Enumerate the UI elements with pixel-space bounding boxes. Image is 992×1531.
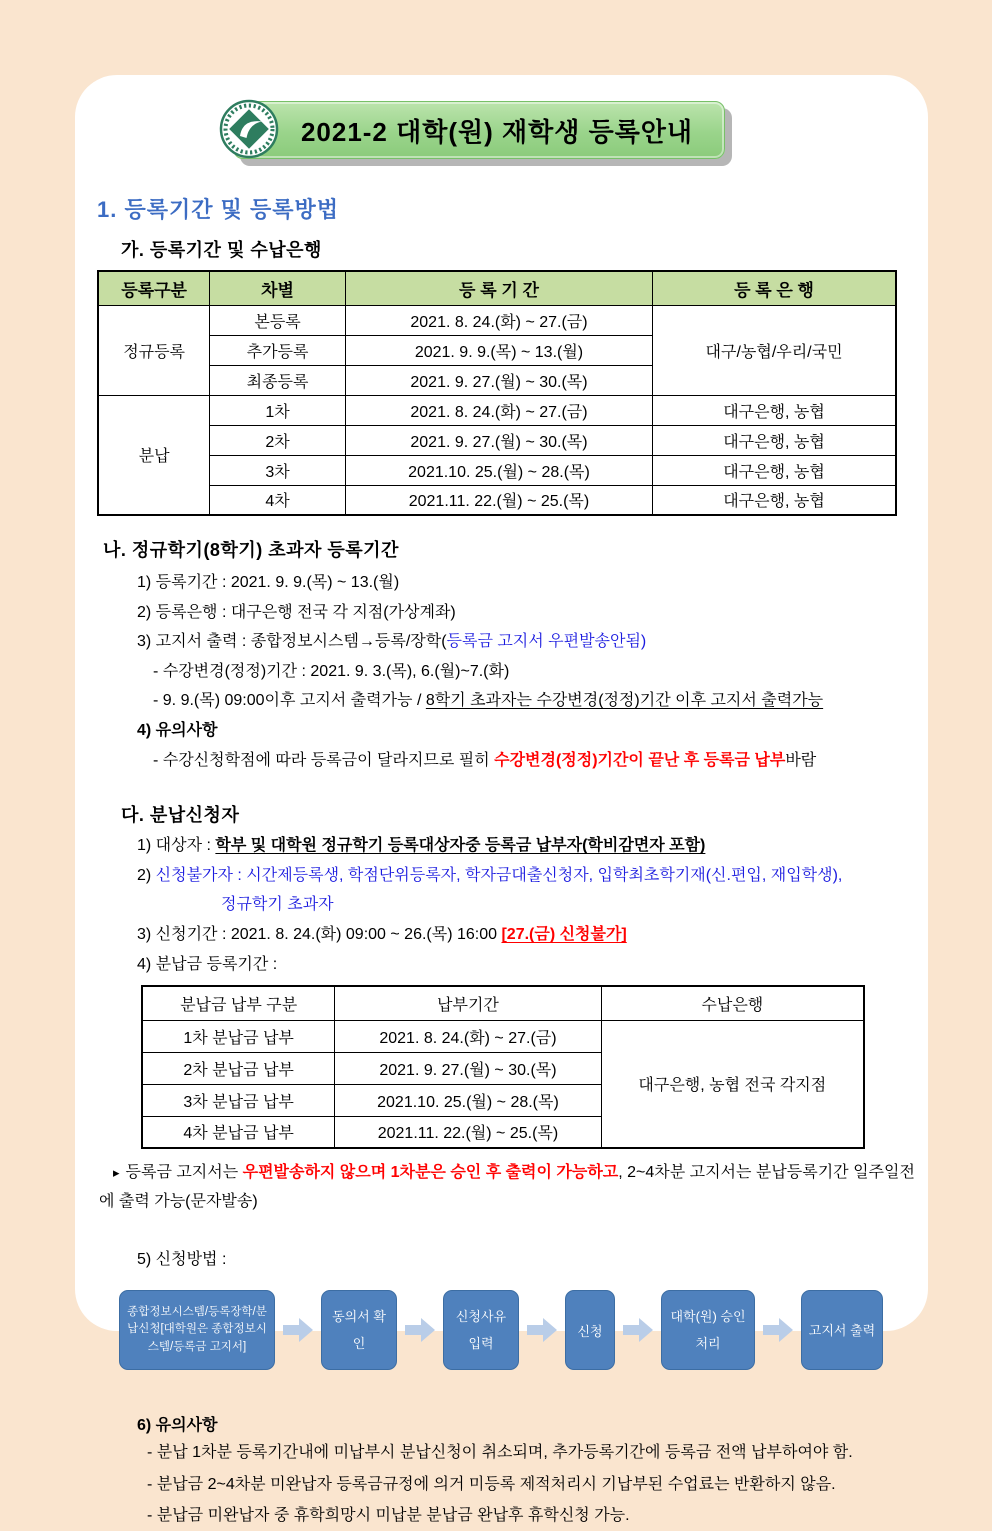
col-header: 납부기간 [335, 986, 601, 1020]
installment-payment-table [141, 985, 865, 1149]
title-banner-box [233, 101, 725, 159]
period-cell: 2021. 9. 27.(월) ~ 30.(목) [345, 425, 652, 455]
text-segment: 바람 [785, 751, 817, 769]
col-header: 수납은행 [601, 986, 864, 1020]
flow-step-approval: 대학(원) 승인처리 [661, 1290, 755, 1370]
flow-arrow-icon [405, 1318, 435, 1342]
list-item [137, 861, 906, 891]
invoice-note [99, 1159, 917, 1217]
round-cell: 2차 [210, 425, 346, 455]
label-cell: 1차 분납금 납부 [142, 1020, 335, 1052]
text-segment-red: 수강변경(정정)기간이 끝난 후 등록금 납부 [494, 751, 786, 769]
flow-arrow-icon [763, 1318, 793, 1342]
col-header: 등록구분 [98, 271, 210, 305]
text-segment-red: [27.(금) 신청불가] [501, 925, 627, 943]
registration-period-table [97, 270, 897, 516]
period-cell: 2021. 9. 9.(목) ~ 13.(월) [345, 335, 652, 365]
sub-c-items [137, 831, 906, 979]
list-item: 1) 등록기간 : 2021. 9. 9.(목) ~ 13.(월) [137, 574, 400, 591]
round-cell: 3차 [210, 455, 346, 485]
text-segment: 3) 신청기간 : 2021. 8. 24.(화) 09:00 ~ 26.(목) 16:00 [137, 925, 502, 943]
list-subitem: - 수강변경(정정)기간 : 2021. 9. 3.(목), 6.(월)~7.(화) [153, 662, 510, 680]
title-banner [233, 101, 725, 159]
bank-cell: 대구은행, 농협 [653, 455, 896, 485]
label-cell: 3차 분납금 납부 [142, 1084, 335, 1116]
flow-step-system: 종합정보시스템/등록장학/분납신청[대학원은 종합정보시스템/등록금 고지서] [119, 1290, 275, 1370]
document-panel [75, 75, 928, 1524]
period-cell: 2021.11. 22.(월) ~ 25.(목) [345, 485, 652, 515]
bank-cell: 대구은행, 농협 [653, 395, 896, 425]
list-subitem: - 분납금 미완납자 중 휴학희망시 미납분 분납금 완납후 휴학신청 가능. [147, 1506, 630, 1524]
period-cell: 2021.10. 25.(월) ~ 28.(목) [345, 455, 652, 485]
text-segment-blue: 신청불가자 : 시간제등록생, 학점단위등록자, 학자금대출신청자, 입학최초학기재(신.편입, 재입학생), [155, 866, 843, 884]
flow-arrow-icon [283, 1318, 313, 1342]
table-header-row [142, 986, 864, 1020]
bank-cell: 대구은행, 농협 전국 각지점 [601, 1020, 864, 1148]
sub-b-items [137, 568, 906, 775]
col-header: 등 록 기 간 [345, 271, 652, 305]
bank-cell: 대구/농협/우리/국민 [653, 305, 896, 395]
round-cell: 최종등록 [210, 365, 346, 395]
text-segment-underline: 학부 및 대학원 정규학기 등록대상자중 등록금 납부자(학비감면자 포함) [215, 837, 706, 855]
text-segment-underline: 8학기 초과자는 수강변경(정정)기간 이후 고지서 출력가능 [425, 692, 824, 710]
flow-arrow-icon [527, 1318, 557, 1342]
table-row [98, 395, 896, 425]
flow-step-reason: 신청사유 입력 [443, 1290, 519, 1370]
university-seal-icon [219, 99, 279, 159]
round-cell: 본등록 [210, 305, 346, 335]
text-segment: 3) 고지서 출력 : 종합정보시스템→등록/장학( [137, 633, 447, 651]
list-subitem [153, 686, 906, 716]
col-header: 등 록 은 행 [653, 271, 896, 305]
table-row [98, 425, 896, 455]
table-row [142, 1020, 864, 1052]
text-segment: - 수강신청학점에 따라 등록금이 달라지므로 필히 [153, 751, 495, 769]
round-cell: 1차 [210, 395, 346, 425]
text-segment-red: 우편발송하지 않으며 1차분은 승인 후 출력이 가능하고 [242, 1164, 619, 1182]
list-subitem: - 분납 1차분 등록기간내에 미납부시 분납신청이 취소되며, 추가등록기간에 등록금 전액 납부하여야 함. [147, 1444, 853, 1462]
list-subitem: - 분납금 2~4차분 미완납자 등록금규정에 의거 미등록 제적처리시 기납부된 수업료는 반환하지 않음. [147, 1475, 836, 1493]
apply-method-label: 5) 신청방법 : [137, 1250, 227, 1268]
text-segment: 1) 대상자 : [137, 837, 216, 855]
period-cell: 2021. 9. 27.(월) ~ 30.(목) [335, 1052, 601, 1084]
table-header-row [98, 271, 896, 305]
page-title: 2021-2 대학(원) 재학생 등록안내 [300, 116, 694, 147]
bank-cell: 대구은행, 농협 [653, 485, 896, 515]
triangle-bullet-icon: ▸ [113, 1165, 120, 1181]
period-cell: 2021.10. 25.(월) ~ 28.(목) [335, 1084, 601, 1116]
group-label: 정규등록 [98, 305, 210, 395]
table-row [98, 485, 896, 515]
text-segment: 2) [137, 866, 156, 884]
list-subitem [153, 746, 906, 776]
table-row [98, 305, 896, 335]
list-item [137, 831, 906, 861]
label-cell: 4차 분납금 납부 [142, 1116, 335, 1148]
round-cell: 4차 [210, 485, 346, 515]
caution-items [147, 1437, 906, 1531]
period-cell: 2021. 8. 24.(화) ~ 27.(금) [345, 395, 652, 425]
period-cell: 2021. 8. 24.(화) ~ 27.(금) [335, 1020, 601, 1052]
col-header: 차별 [210, 271, 346, 305]
sub-a-heading: 가. 등록기간 및 수납은행 [121, 240, 322, 260]
sub-b-heading: 나. 정규학기(8학기) 초과자 등록기간 [103, 540, 399, 560]
text-segment: 등록금 고지서는 [125, 1164, 243, 1182]
text-segment-blue: 등록금 고지서 우편발송안됨) [446, 633, 647, 651]
section-1-heading: 1. 등록기간 및 등록방법 [97, 197, 339, 222]
list-item: 2) 등록은행 : 대구은행 전국 각 지점(가상계좌) [137, 603, 456, 621]
flow-step-consent: 동의서 확인 [321, 1290, 397, 1370]
text-segment: , 2~4차분 고지서는 분납등록기간 일주일전에 출력 가능(문자발송) [99, 1164, 915, 1210]
list-item: 4) 유의사항 [137, 721, 218, 739]
period-cell: 2021. 8. 24.(화) ~ 27.(금) [345, 305, 652, 335]
list-item: 4) 분납금 등록기간 : [137, 955, 278, 973]
flow-arrow-icon [623, 1318, 653, 1342]
period-cell: 2021.11. 22.(월) ~ 25.(목) [335, 1116, 601, 1148]
flow-step-print: 고지서 출력 [801, 1290, 883, 1370]
application-flowchart [119, 1290, 906, 1370]
list-item [137, 920, 906, 950]
list-subitem: 정규학기 초과자 [221, 896, 334, 914]
bank-cell: 대구은행, 농협 [653, 425, 896, 455]
group-label: 분납 [98, 395, 210, 515]
col-header: 분납금 납부 구분 [142, 986, 335, 1020]
table-row [98, 455, 896, 485]
label-cell: 2차 분납금 납부 [142, 1052, 335, 1084]
text-segment: - 9. 9.(목) 09:00이후 고지서 출력가능 / [153, 692, 426, 710]
period-cell: 2021. 9. 27.(월) ~ 30.(목) [345, 365, 652, 395]
round-cell: 추가등록 [210, 335, 346, 365]
flow-step-apply: 신청 [565, 1290, 615, 1370]
sub-c-heading: 다. 분납신청자 [121, 805, 240, 826]
caution-heading: 6) 유의사항 [137, 1417, 218, 1435]
list-item [137, 627, 906, 657]
